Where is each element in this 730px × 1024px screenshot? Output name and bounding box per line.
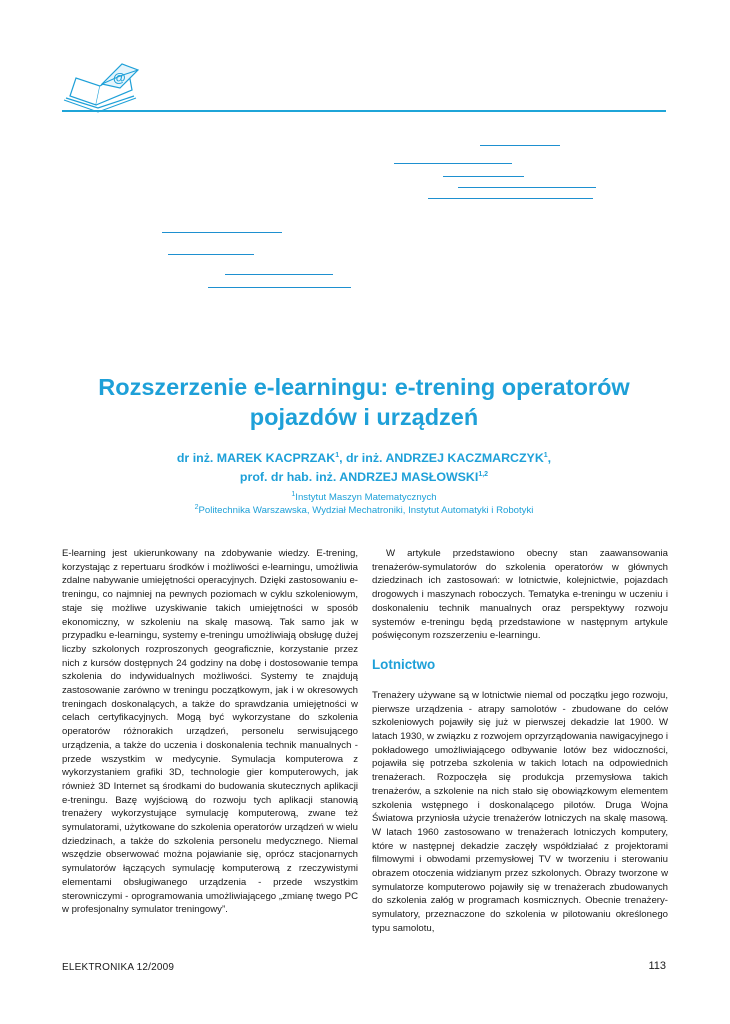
link-underline[interactable]: [225, 274, 333, 275]
section-paragraph: Trenażery używane są w lotnictwie niemal od początku jego rozwoju, pierwsze urządzenia - atrapy samolotów - zbudowane do celów szkoleniowych pojawiły się już w pierwszej dekadzie lat 1900. W latach 1930, w związku z rozwojem oprzyrządowania nawigacyjnego i pokładowego umożliwiającego odbywanie lotów bez widoczności, pojawiła się potrzeba szkolenia w takich lotach na odpowiednich trenażerach. Rozpoczęła się produkcja przemysłowa takich trenażerów, a szkolenie na nich stało się obowiązkowym elementem szkolenia wstępnego i doskonalącego pilotów. Druga Wojna Światowa przyniosła użycie trenażerów lotniczych na skalę masową. W latach 1960 zastosowano w trenażerach lotniczych komputery, które w następnej dekadzie zaczęły współdziałać z projektorami filmowymi i obwodami przemysłowej TV w tworzeniu i sterowaniu obrazem otoczenia widzianym przez szkolonych. Obrazy tworzone w symulatorze komputerowo pojawiły się w trenażerach zbudowanych do szkolenia załóg w programach kosmicznych. Obecnie trenażery-symulatory, przeznaczone do szkolenia w pilotowaniu określonego typu samolotu,: [372, 689, 668, 934]
link-underline[interactable]: [162, 232, 282, 233]
author-2: , dr inż. ANDRZEJ KACZMARCZYK: [339, 451, 544, 465]
link-underline[interactable]: [208, 287, 351, 288]
left-column: [62, 547, 358, 917]
link-underline[interactable]: [458, 187, 596, 188]
page-number: 113: [648, 960, 666, 972]
abstract-paragraph: E-learning jest ukierunkowany na zdobywanie wiedzy. E-trening, korzystając z repertuaru środków i możliwości e-learningu, umożliwia zdalne nabywanie umiejętności operacyjnych. Dzięki zastosowaniu e-treningu, co najmniej na pewnych poziomach w cyklu szkoleniowym, staje się możliwe uzyskiwanie takich umiejętności w sposób ekonomiczny, w szkoleniu na skalę masową. Tak samo jak w przypadku e-learningu, systemy e-treningu umożliwiają obsługę dużej liczby szkolonych rozproszonych geograficznie, korzystanie przez nich z kursów dostępnych 24 godziny na dobę i dostosowanie tempa szkolenia do indywidualnych możliwości. Systemy te znajdują zastosowanie zarówno w treningu początkowym, jak i w okresowych treningach doskonalących, a także do sprawdzania umiejętności w celach certyfikacyjnych. Mogą być wykorzystane do szkolenia operatorów różnorakich urządzeń, personelu serwisującego urządzenia, a także do uczenia i doskonalenia technik manualnych - przede wszystkim w medycynie. Symulacja komputerowa z wykorzystaniem grafiki 3D, technologie gier komputerowych, jak również 3D Internet są środkami do budowania skutecznych aplikacji e-treningu. Bazę wyjściową do rozwoju tych aplikacji stanowią trenażery wykorzystujące symulację komputerową, zwane też symulatorami, użytkowane do szkolenia operatorów urządzeń w wielu dziedzinach, a także do szkolenia personelu medycznego. Niemal wszędzie obserwować można pojawianie się, oprócz stacjonarnych symulatorów łączących symulację komputerową z rzeczywistymi elementami obsługiwanego urządzenia - przede wszystkim sterowniczymi - oprogramowania umożliwiającego „zmianę twego PC w profesjonalny symulator treningowy”.: [62, 548, 358, 916]
link-underline[interactable]: [394, 163, 512, 164]
email-laptop-icon: [60, 58, 140, 116]
author-1: dr inż. MAREK KACPRZAK: [176, 451, 336, 465]
header-rule: [62, 110, 666, 112]
link-underline[interactable]: [168, 254, 254, 255]
section-heading: Lotnictwo: [372, 656, 436, 672]
link-underline[interactable]: [428, 198, 593, 199]
link-underline[interactable]: [443, 176, 524, 177]
authors: dr inż. MAREK KACPRZAK$^1$, dr inż. ANDRZEJ KACZMARCZYK$^1$, prof. dr hab. inż. ANDRZEJ MASŁOWSKI$^{1,2}$: [176, 451, 552, 484]
intro-paragraph: W artykule przedstawiono obecny stan zaawansowania trenażerów-symulatorów do szkolenia operatorów w głównych dziedzinach ich zastosowań: w lotnictwie, kolejnictwie, pojazdach drogowych i maszynach roboczych. Tematyka e-treningu w uczeniu i doskonaleniu technik manualnych oraz perspektywy rozwoju systemów e-treningu będą przedstawione w następnym artykule poświęconym rozszerzeniu e-learningu.: [372, 548, 668, 642]
journal-footer: ELEKTRONIKA 12/2009: [62, 962, 175, 973]
affiliations: $^1$Instytut Maszyn Matematycznych $^2$Politechnika Warszawska, Wydział Mechatroniki, Instytut Automatyki i Robotyki: [194, 490, 534, 516]
article-title: Rozszerzenie e-learningu: e-trening operatorów pojazdów i urządzeń: [98, 374, 630, 430]
link-underline[interactable]: [480, 145, 560, 146]
affiliation-2: Politechnika Warszawska, Wydział Mechatroniki, Instytut Automatyki i Robotyki: [198, 505, 534, 516]
author-3: prof. dr hab. inż. ANDRZEJ MASŁOWSKI: [239, 469, 479, 484]
affiliation-1: Instytut Maszyn Matematycznych: [295, 492, 437, 503]
svg-text:@: @: [113, 70, 126, 85]
right-column: [372, 547, 668, 936]
